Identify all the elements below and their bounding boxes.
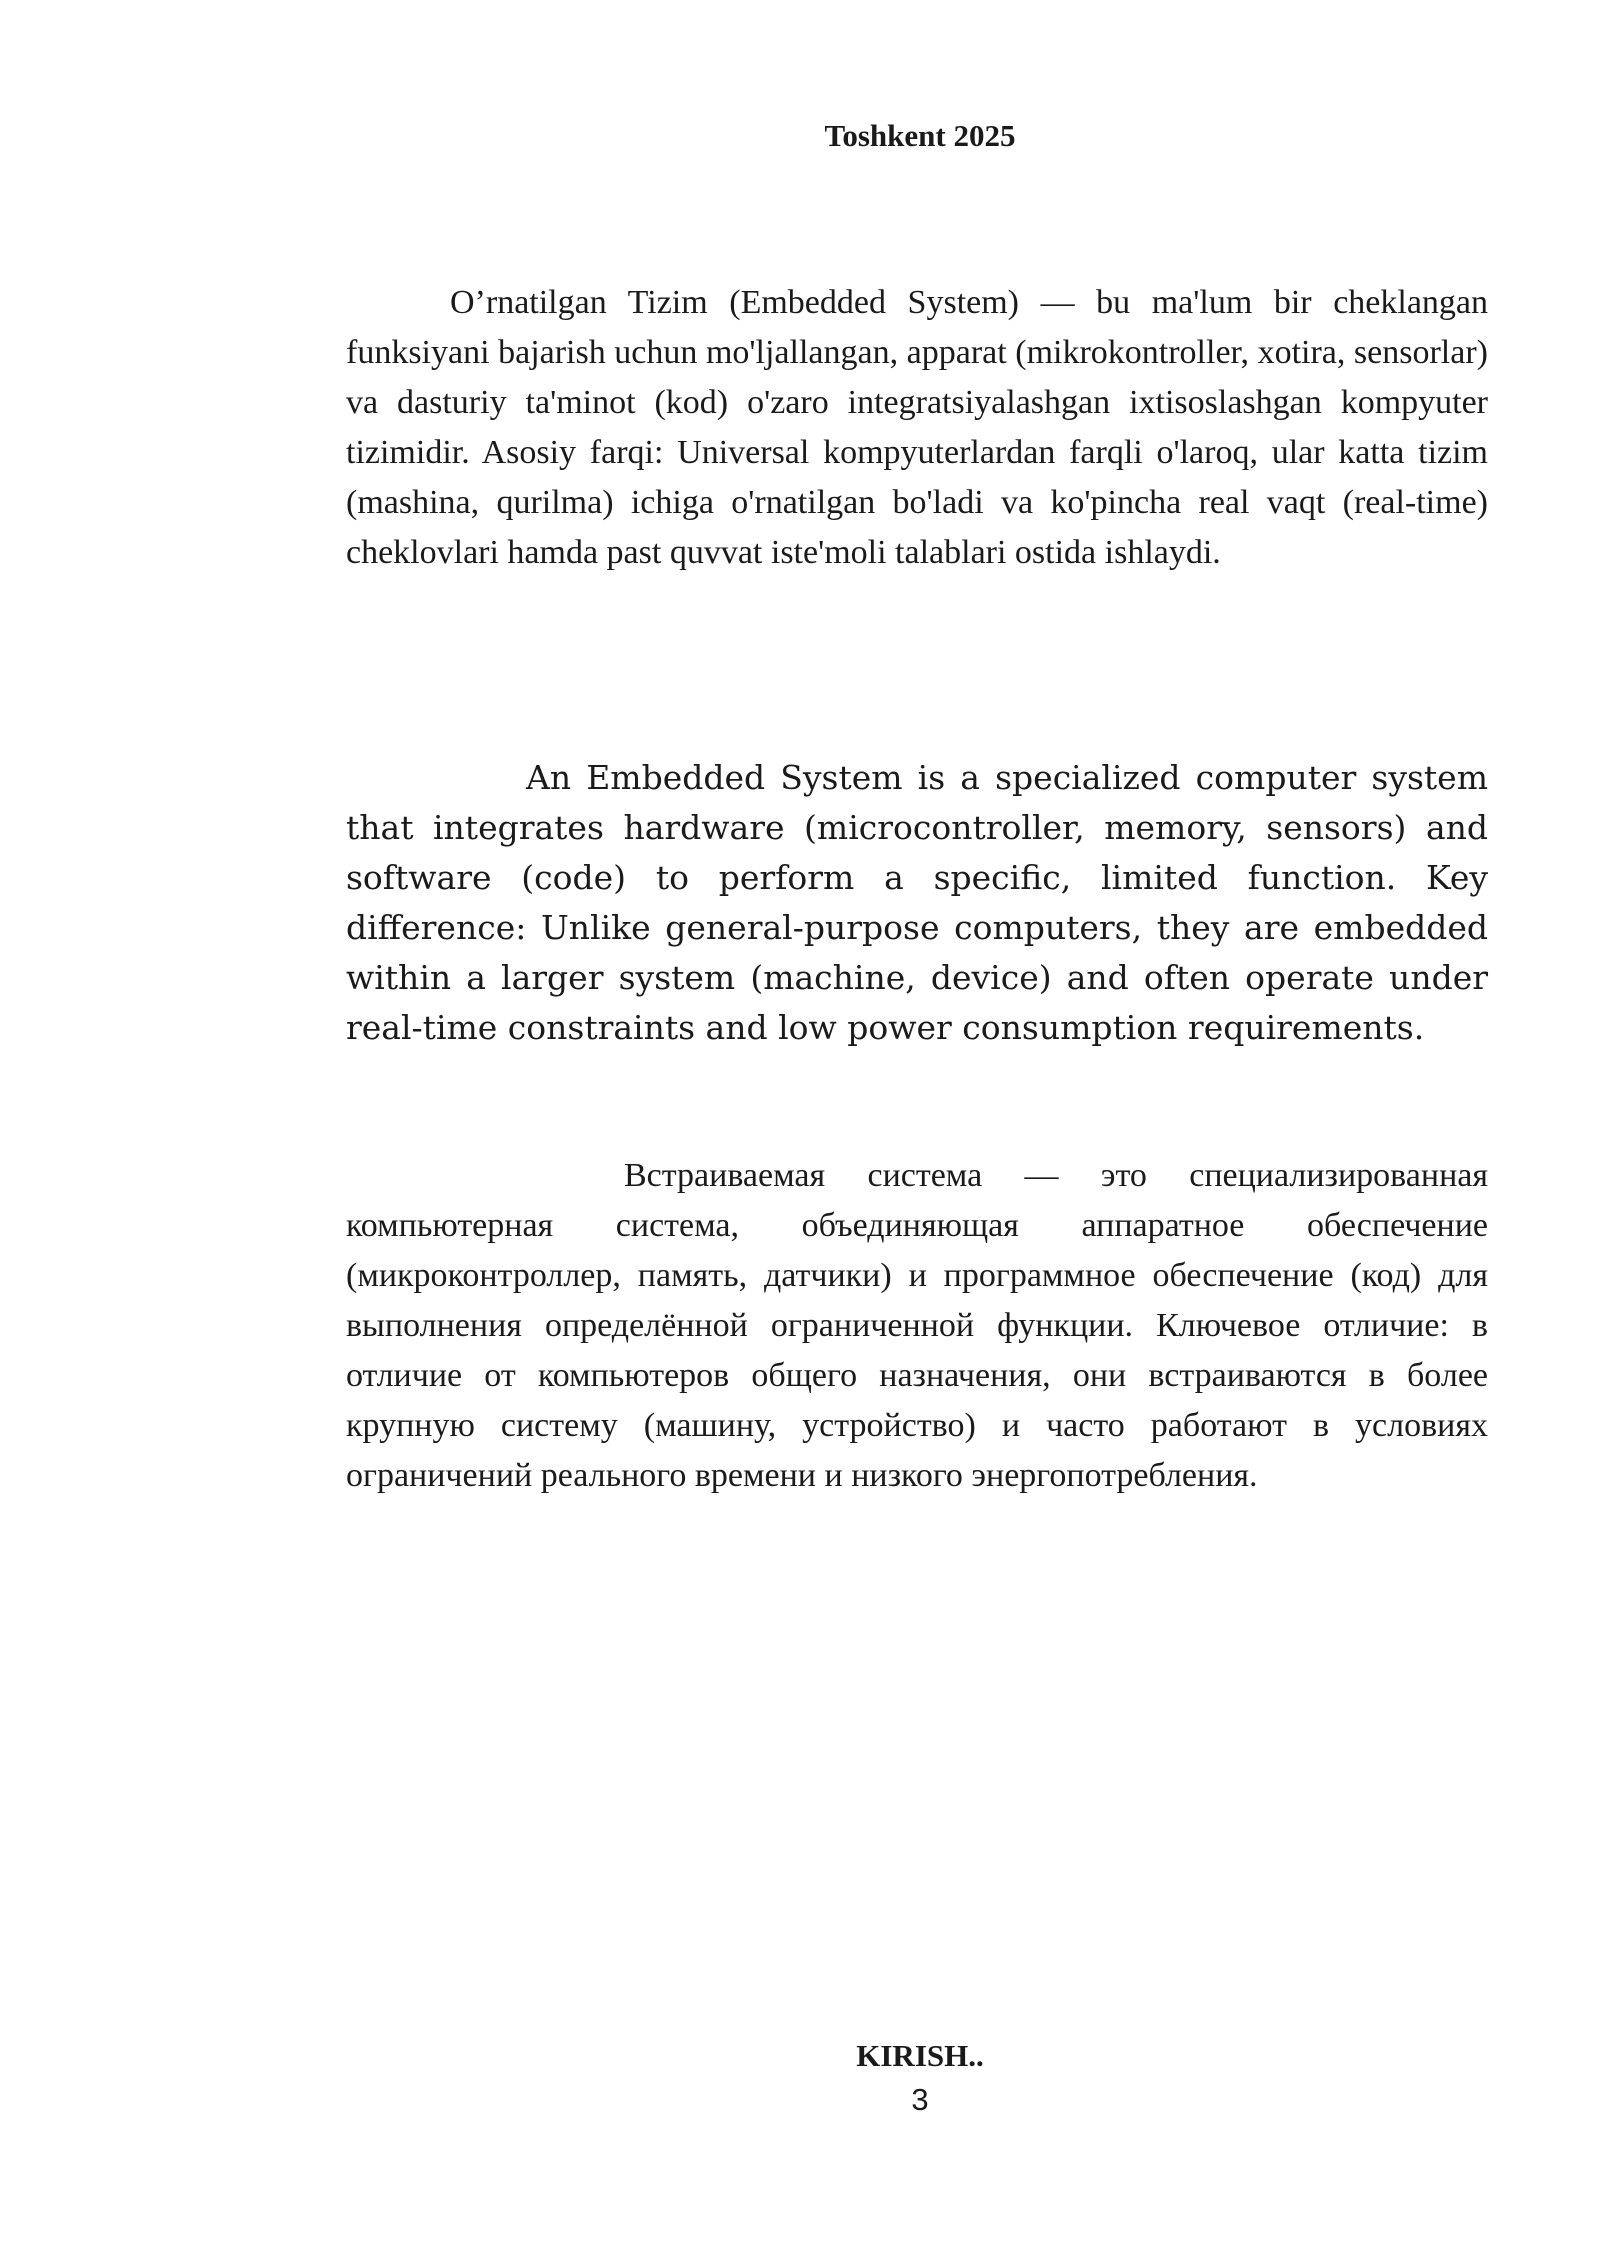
header-title: Toshkent 2025 (824, 118, 1016, 153)
page-number-text: 3 (911, 2082, 929, 2117)
page-number (0, 2082, 1600, 2118)
section-title-text: KIRISH.. (856, 2038, 984, 2073)
paragraph-english: An Embedded System is a specialized computer system that integrates hardware (microcontroller, memory, sensors) and software (code) to perform a specific, limited function. Key difference: Unlike general-purpose computers, they are embedded within a larger system (machine, device) and often operate under real-time constraints and low power consumption requirements. (346, 758, 1488, 1047)
page-header (0, 118, 1600, 154)
paragraph-uzbek: O’rnatilgan Tizim (Embedded System) — bu ma'lum bir cheklangan funksiyani bajarish uchun mo'ljallangan, apparat (mikrokontroller, xotira, sensorlar) va dasturiy ta'minot (kod) o'zaro integratsiyalashgan ixtisoslashgan kompyuter tizimidir. Asosiy farqi: Universal kompyuterlardan farqli o'laroq, ular katta tizim (mashina, qurilma) ichiga o'rnatilgan bo'ladi va ko'pincha real vaqt (real-time) cheklovlari hamda past quvvat iste'moli talablari ostida ishlaydi. (346, 284, 1488, 571)
section-title (0, 2038, 1600, 2074)
paragraph-russian: Встраиваемая система — это специализированная компьютерная система, объединяющая аппаратное обеспечение (микроконтроллер, память, датчики) и программное обеспечение (код) для выполнения определённой ограниченной функции. Ключевое отличие: в отличие от компьютеров общего назначения, они встраиваются в более крупную систему (машину, устройство) и часто работают в условиях ограничений реального времени и низкого энергопотребления. (346, 1157, 1488, 1494)
